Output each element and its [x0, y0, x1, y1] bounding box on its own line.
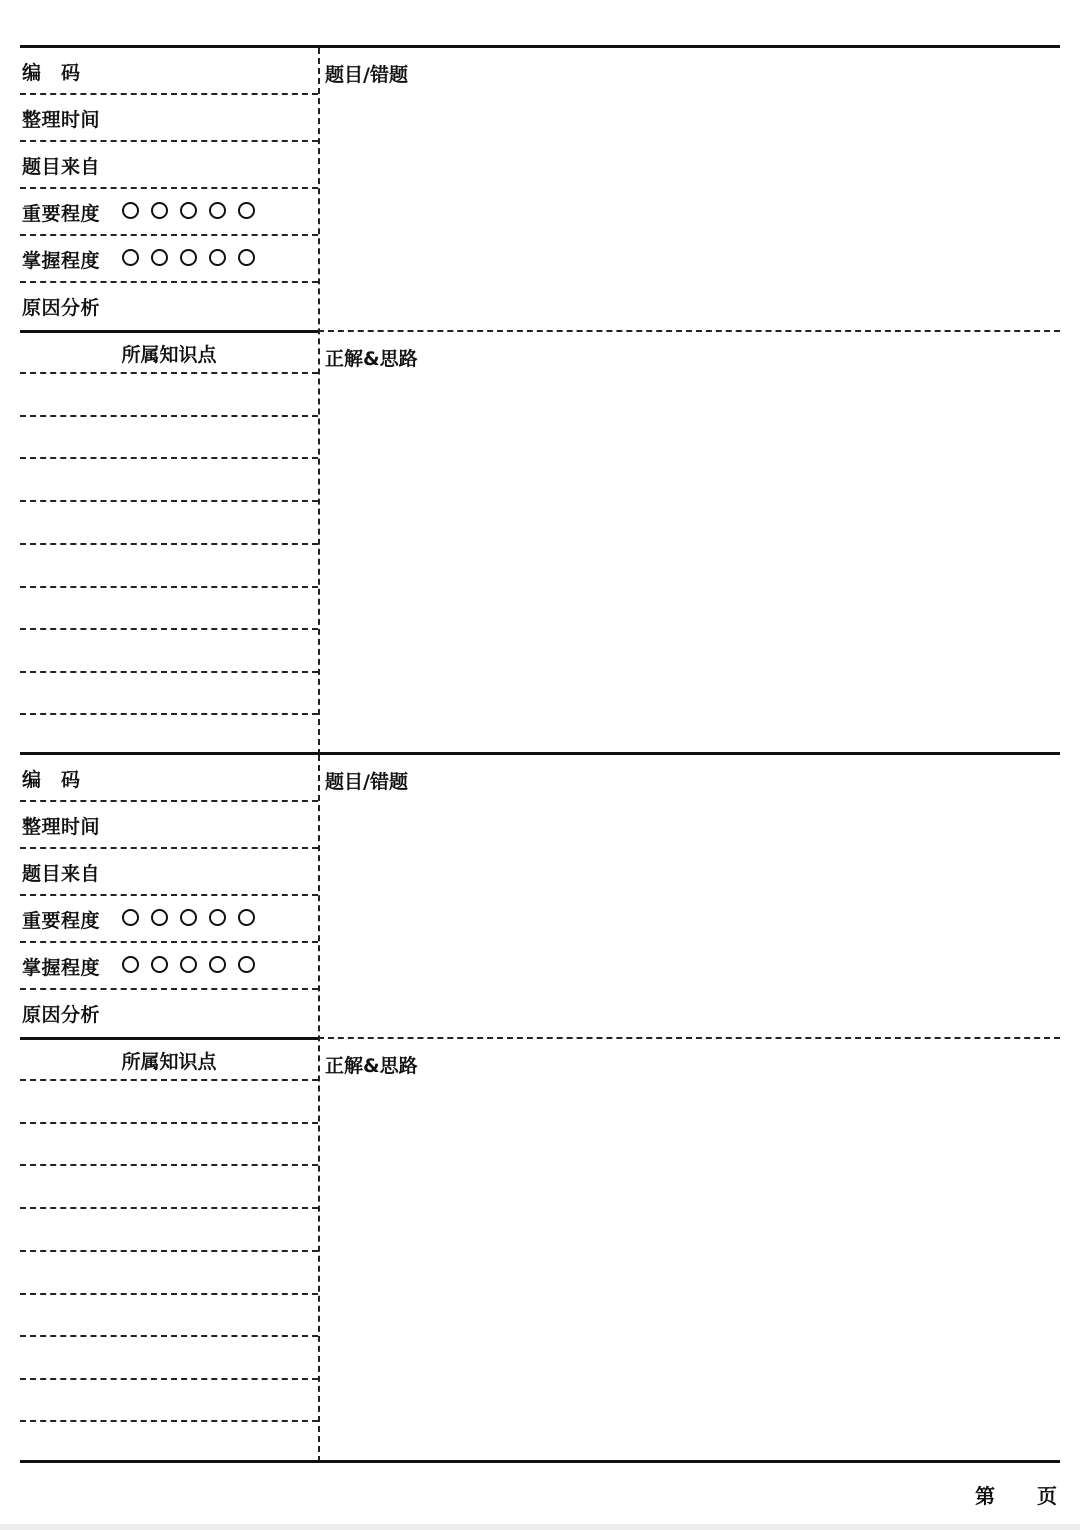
- rating-circle[interactable]: [180, 956, 197, 973]
- source-label: 题目来自: [22, 863, 101, 885]
- mastery-label: 掌握程度: [22, 250, 101, 272]
- knowledge-line[interactable]: [20, 1378, 318, 1380]
- time-label: 整理时间: [22, 816, 101, 838]
- knowledge-title: 所属知识点: [121, 344, 217, 366]
- section-divider: [20, 1037, 318, 1040]
- rating-circle[interactable]: [180, 202, 197, 219]
- rating-circle[interactable]: [238, 909, 255, 926]
- section-divider: [20, 330, 318, 333]
- right-section-divider: [318, 1037, 1060, 1039]
- reason-row: [20, 990, 318, 1037]
- right-section-divider: [318, 330, 1060, 332]
- rating-circle[interactable]: [151, 249, 168, 266]
- rating-circle[interactable]: [238, 202, 255, 219]
- mastery-label: 掌握程度: [22, 957, 101, 979]
- mastery-rating: [122, 956, 255, 973]
- importance-rating: [122, 909, 255, 926]
- mastery-row: [20, 943, 318, 990]
- code-row: [20, 48, 318, 95]
- rating-circle[interactable]: [151, 956, 168, 973]
- importance-row: [20, 189, 318, 236]
- page-number-suffix: 页: [1037, 1484, 1057, 1508]
- time-row: [20, 95, 318, 142]
- reason-row: [20, 283, 318, 330]
- importance-label: 重要程度: [22, 910, 101, 932]
- knowledge-line[interactable]: [20, 1420, 318, 1422]
- knowledge-line[interactable]: [20, 1122, 318, 1124]
- rating-circle[interactable]: [151, 202, 168, 219]
- knowledge-line[interactable]: [20, 713, 318, 715]
- error-card-1: [20, 45, 1060, 755]
- rating-circle[interactable]: [180, 249, 197, 266]
- knowledge-line[interactable]: [20, 1079, 318, 1081]
- solution-title: 正解&思路: [325, 1055, 418, 1077]
- code-label: 编 码: [22, 769, 81, 791]
- rating-circle[interactable]: [209, 909, 226, 926]
- knowledge-line[interactable]: [20, 1207, 318, 1209]
- solution-title: 正解&思路: [325, 348, 418, 370]
- knowledge-line[interactable]: [20, 500, 318, 502]
- rating-circle[interactable]: [180, 909, 197, 926]
- importance-row: [20, 896, 318, 943]
- error-card-2: [20, 752, 1060, 1462]
- knowledge-line[interactable]: [20, 1335, 318, 1337]
- knowledge-line[interactable]: [20, 1293, 318, 1295]
- column-divider: [318, 755, 320, 1462]
- code-row: [20, 755, 318, 802]
- importance-rating: [122, 202, 255, 219]
- rating-circle[interactable]: [209, 202, 226, 219]
- rating-circle[interactable]: [238, 956, 255, 973]
- knowledge-line[interactable]: [20, 372, 318, 374]
- knowledge-line[interactable]: [20, 586, 318, 588]
- knowledge-line[interactable]: [20, 628, 318, 630]
- question-title: 题目/错题: [325, 771, 408, 793]
- rating-circle[interactable]: [122, 249, 139, 266]
- knowledge-line[interactable]: [20, 543, 318, 545]
- importance-label: 重要程度: [22, 203, 101, 225]
- column-divider: [318, 48, 320, 755]
- knowledge-title: 所属知识点: [121, 1051, 217, 1073]
- rating-circle[interactable]: [122, 956, 139, 973]
- knowledge-line[interactable]: [20, 457, 318, 459]
- time-row: [20, 802, 318, 849]
- knowledge-line[interactable]: [20, 1164, 318, 1166]
- reason-label: 原因分析: [22, 297, 101, 319]
- knowledge-line[interactable]: [20, 1250, 318, 1252]
- rating-circle[interactable]: [209, 249, 226, 266]
- rating-circle[interactable]: [238, 249, 255, 266]
- mastery-row: [20, 236, 318, 283]
- knowledge-line[interactable]: [20, 671, 318, 673]
- source-row: [20, 849, 318, 896]
- mastery-rating: [122, 249, 255, 266]
- rating-circle[interactable]: [209, 956, 226, 973]
- rating-circle[interactable]: [151, 909, 168, 926]
- page-number-prefix: 第: [975, 1484, 995, 1508]
- code-label: 编 码: [22, 62, 81, 84]
- time-label: 整理时间: [22, 109, 101, 131]
- knowledge-line[interactable]: [20, 415, 318, 417]
- question-title: 题目/错题: [325, 64, 408, 86]
- footer-rule: [20, 1460, 1060, 1463]
- rating-circle[interactable]: [122, 202, 139, 219]
- source-row: [20, 142, 318, 189]
- source-label: 题目来自: [22, 156, 101, 178]
- reason-label: 原因分析: [22, 1004, 101, 1026]
- rating-circle[interactable]: [122, 909, 139, 926]
